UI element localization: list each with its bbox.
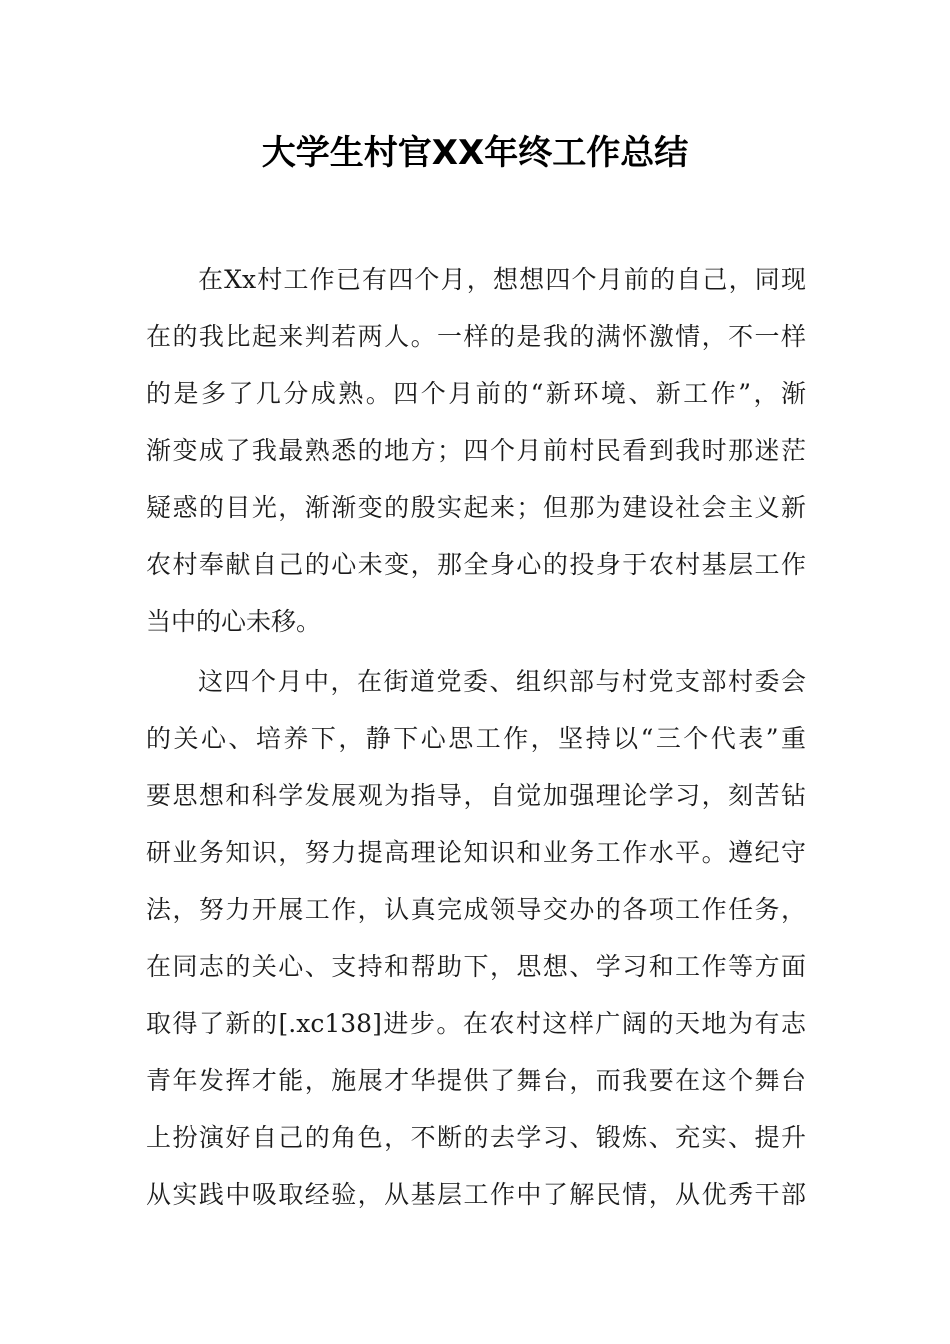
paragraph-1-line-3: 的是多了几分成熟。四个月前的“新环境、新工作”，渐 bbox=[146, 379, 806, 408]
paragraph-1-line-5: 疑惑的目光，渐渐变的殷实起来；但那为建设社会主义新 bbox=[146, 493, 806, 522]
paragraph-2-line-3: 要思想和科学发展观为指导，自觉加强理论学习，刻苦钻 bbox=[146, 781, 806, 810]
paragraph-1-line-7: 当中的心未移。 bbox=[146, 607, 322, 636]
paragraph-1-line-1: 在Xx村工作已有四个月，想想四个月前的自己，同现 bbox=[198, 265, 806, 294]
paragraph-2-line-2: 的关心、培养下，静下心思工作，坚持以“三个代表”重 bbox=[146, 724, 806, 753]
paragraph-2-line-1: 这四个月中，在街道党委、组织部与村党支部村委会 bbox=[198, 667, 806, 696]
paragraph-2-line-5: 法，努力开展工作，认真完成领导交办的各项工作任务， bbox=[146, 895, 806, 924]
paragraph-1-line-6: 农村奉献自己的心未变，那全身心的投身于农村基层工作 bbox=[146, 550, 806, 579]
paragraph-2-line-4: 研业务知识，努力提高理论知识和业务工作水平。遵纪守 bbox=[146, 838, 806, 867]
paragraph-2-line-10: 从实践中吸取经验，从基层工作中了解民情，从优秀干部 bbox=[146, 1180, 806, 1209]
paragraph-2-line-6: 在同志的关心、支持和帮助下，思想、学习和工作等方面 bbox=[146, 952, 806, 981]
document-title: 大学生村官XX年终工作总结 bbox=[261, 133, 689, 173]
paragraph-1-line-4: 渐变成了我最熟悉的地方；四个月前村民看到我时那迷茫 bbox=[146, 436, 806, 465]
paragraph-2-line-9: 上扮演好自己的角色，不断的去学习、锻炼、充实、提升 bbox=[146, 1123, 806, 1152]
paragraph-2-line-8: 青年发挥才能，施展才华提供了舞台，而我要在这个舞台 bbox=[146, 1066, 806, 1095]
paragraph-1-line-2: 在的我比起来判若两人。一样的是我的满怀激情，不一样 bbox=[146, 322, 806, 351]
paragraph-2-line-7: 取得了新的[.xc138]进步。在农村这样广阔的天地为有志 bbox=[146, 1009, 806, 1038]
